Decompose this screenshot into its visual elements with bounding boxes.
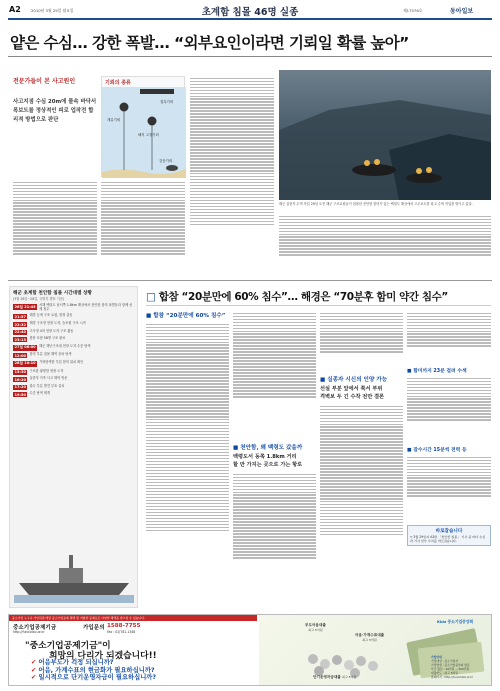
timeline-text: 해군 해난구조대 현장 도착 수중 탐색: [39, 343, 91, 348]
timeline-text: 실종자 가족 사고 해역 방문: [29, 376, 68, 381]
ad-brand: 중소기업공제기금: [13, 625, 57, 631]
timeline-time: 26일 21:45: [14, 304, 36, 309]
ad-check-text-1: 어음부도가 걱정 되십니까?: [38, 659, 114, 666]
mid-col-3: [320, 311, 403, 607]
masthead: [0, 0, 500, 22]
ad-bottom-label-value: 최고 5억원: [341, 675, 357, 679]
ad-check-item: [31, 674, 251, 682]
timeline-text: 함장 포함 58명 구조 완료: [29, 336, 66, 341]
photo-caption: 해군 실종자 수색 작업 29일 오전 해군 구조요원들이 침몰한 천안함 함미가 있는 백령도 해상에서 고무보트를 타고 수색 작업을 벌이고 있다.: [279, 202, 473, 206]
ad-bottom-label-name: 단기운영자금대출: [313, 675, 341, 679]
timeline-time: 17:20: [14, 385, 26, 390]
timeline-list: [13, 304, 134, 397]
ad-visual: [259, 615, 492, 686]
mid-col-1: [146, 311, 229, 607]
mine-label-4: 감응기뢰: [159, 159, 173, 163]
timeline-entry: [13, 322, 134, 327]
analysis-kicker: 전문가들이 본 사고원인: [13, 78, 76, 85]
timeline-entry: [13, 392, 134, 397]
ad-info-box: [431, 655, 491, 679]
correction-text: ▽ 3월 29일자 A3면 「천안함 침몰」 기사 중 바다 수심과 기사 일부 수치를 바로잡습니다.: [410, 535, 486, 544]
ad-block: [8, 614, 492, 686]
right-col: [407, 311, 491, 607]
mid-col-2: [233, 311, 316, 607]
timeline-text: 해경 등에 구조 요청, 함정 출동: [29, 313, 73, 318]
timeline-text: 함수 부분 발견 부표 설치: [29, 383, 65, 388]
analysis-lead: 사고지점 수심 20m에 물속 바닥서 폭보트를 정상적인 피로 업작전 합리적 방법으로 판단: [13, 99, 97, 124]
analysis-body-2: [101, 180, 185, 275]
mid-subhead-3: ■ 실종자 시신의 인양 가능: [320, 377, 388, 383]
ad-top-label-name: 부도어음대출: [305, 623, 326, 627]
ad-headline-2: 희망의 다리가 되겠습니다!!: [49, 651, 157, 661]
ad-center-label: [355, 633, 384, 642]
ad-info-item-4: 대출한도 : 최고 5억원: [431, 671, 459, 675]
timeline-entry: [13, 361, 134, 367]
timeline-time: 22:40: [14, 330, 26, 335]
ad-info-item-3: 부금 월납 : 10만원 ~ 500만원: [431, 667, 470, 671]
section-title: 초계함 침몰 46명 실종: [201, 7, 299, 18]
ad-logo: Kbiz 중소기업중앙회: [437, 619, 474, 624]
timeline-text: 기뢰탐색함 투입 함미 위치 확인: [39, 359, 84, 364]
timeline-title: 해군 초계함 천안함 침몰 시간대별 상황: [13, 291, 92, 296]
ad-info-title: 가입안내: [431, 655, 442, 659]
right-subhead-2: ■ 잠수시간 15분씩 전력 등: [407, 448, 467, 453]
timeline-time: 21:57: [14, 314, 26, 319]
ad-top-label-value: 최고 5억원: [308, 628, 323, 632]
timeline-entry: [13, 370, 134, 375]
timeline-text: 고속정 4척 현장 도착 구조 활동: [29, 328, 74, 333]
timeline-text: 구조함 광양함 현장 도착: [29, 368, 64, 373]
headline-main: 얕은 수심… 강한 폭발… “외부요인이라면 기뢰일 확률 높아”: [10, 34, 409, 52]
timeline-time: 19:50: [14, 392, 26, 397]
page-number: A2: [9, 5, 21, 14]
ad-info-item-1: 가입대상 : 중소기업자: [431, 659, 459, 663]
timeline-time: 28일 10:10: [14, 361, 36, 366]
issue-number: 제17576호: [403, 8, 423, 13]
mid-subhead-3-line2: 격벽보 두 긴 수작 전만 결론: [320, 394, 385, 400]
timeline-text: 함미 부분 침몰 해역 음파 탐색: [29, 352, 72, 357]
mine-graphic-title: 기뢰의 종류: [105, 80, 131, 86]
ad-check-text-3: 일시적으로 단기운영자금이 필요하십니까?: [38, 674, 157, 681]
check-icon: ✔: [31, 674, 37, 681]
mine-label-2: 해저 고정기뢰: [138, 133, 159, 137]
timeline-entry: [13, 337, 134, 342]
correction-notice: [407, 525, 491, 546]
timeline-entry: [13, 345, 134, 351]
timeline-entry: [13, 314, 134, 319]
ad-url[interactable]: http://fund.kbiz.or.kr: [13, 630, 45, 634]
ad-check-item: [31, 659, 251, 667]
correction-title: 바로잡습니다: [435, 529, 463, 534]
timeline-entry: [13, 385, 134, 390]
ad-fax: Fax : 02)781-1348: [107, 630, 136, 634]
ad-center-label-name: 어음·가계수표대출: [355, 633, 385, 637]
timeline-text: 수중 탐색 재개: [29, 391, 50, 396]
headline-second-right: 해경은 “70분후 함미 약간 침수”: [300, 291, 448, 303]
mid-subhead-2-line1: 백령도서 동쪽 1.8km 거리: [233, 454, 297, 460]
analysis-body-3: [190, 76, 274, 275]
headline-second: [146, 289, 491, 304]
mine-diagram: [102, 77, 186, 178]
analysis-body-1: [13, 180, 97, 275]
timeline-time: 27일 06:00: [14, 345, 36, 350]
issue-date: 2010년 3월 29일 월요일: [31, 8, 74, 13]
timeline-text: 서해 백령도 남서쪽 1.8km 해상에서 천안함 함미 폭발음과 함께 선체 침수: [39, 303, 133, 311]
ad-check-text-2: 어음, 가계수표의 현금화가 필요하십니까?: [38, 666, 155, 674]
photo-scene: [279, 70, 491, 200]
ad-info-item-2: 가입방법 : 중소기업중앙회 방문: [431, 663, 470, 667]
mine-label-1: 계류기뢰: [107, 118, 121, 122]
mid-subhead-3-line1: 선실 부분 앞에서 쭉서 부위: [320, 386, 383, 392]
timeline-time: 16:20: [14, 377, 26, 382]
check-icon: ✔: [31, 666, 37, 674]
headline-second-left: 합참 “20분만에 60% 침수”…: [158, 291, 298, 303]
paper-logo: 동아일보: [450, 8, 474, 15]
ad-center-label-value: 최고 5억원: [362, 638, 377, 642]
ad-headline-1: "중소기업공제기금"이: [25, 641, 111, 651]
ad-reg-label: 가입문의: [83, 625, 105, 631]
ad-top-banner: 중소기업 누구나 가입하면 매달 중소기업공제 혜택 및 저렴한 공제료로 다양한 혜택을 받으실 수 있습니다.: [9, 615, 257, 621]
ad-info-item-5[interactable]: 홈페이지 : http://fund.kbiz.or.kr: [431, 675, 474, 679]
timeline-time: 12:00: [14, 353, 26, 358]
mid-subhead-1: ■ 합참 “20분만에 60% 침수”: [146, 313, 226, 319]
timeline-panel: [9, 286, 138, 608]
timeline-time: 15:30: [14, 370, 26, 375]
timeline-time: 22:32: [14, 322, 26, 327]
timeline-entry: [13, 353, 134, 358]
check-icon: ✔: [31, 659, 37, 666]
ad-phone[interactable]: 1588-7755: [107, 623, 141, 629]
timeline-subtitle: (3월 26일~28일, 국방부 발표 기준): [13, 297, 65, 301]
timeline-time: 23:13: [14, 337, 26, 342]
timeline-entry: [13, 377, 134, 382]
ad-check-list: [31, 659, 251, 682]
mine-graphic: [101, 76, 185, 177]
timeline-entry: [13, 304, 134, 312]
photo-side-body: [279, 214, 491, 274]
mid-subhead-2-line2: 할 만 가지는 곳으로 가는 항로: [233, 462, 303, 468]
ship-illustration: [14, 543, 134, 603]
timeline-text: 해경 구조정 현장 도착, 승조원 구조 시작: [29, 321, 86, 325]
mine-label-3: 접촉기뢰: [160, 100, 174, 104]
mid-subhead-2: ■ 천안함, 왜 백령도 갔을까: [233, 445, 303, 451]
headline-second-box: □: [146, 291, 156, 303]
ad-bottom-label: [313, 675, 356, 680]
timeline-entry: [13, 330, 134, 335]
ad-check-item: [31, 667, 251, 675]
right-subhead-1: ■ 함미까지 23분 걸려 수색: [407, 369, 467, 374]
ad-top-label: [305, 623, 326, 632]
rescue-photo: [279, 70, 491, 200]
